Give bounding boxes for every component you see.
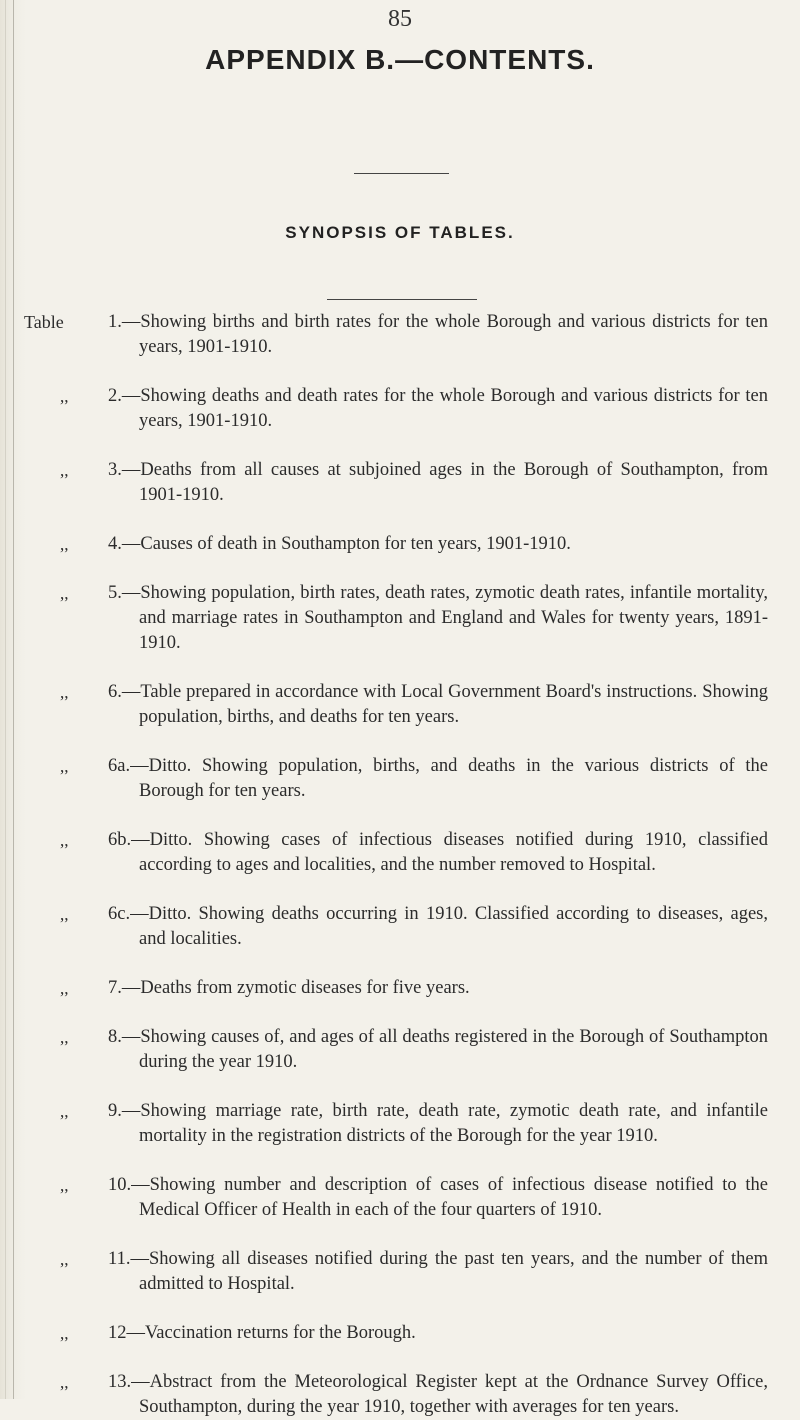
list-item bbox=[0, 1247, 800, 1297]
list-item bbox=[0, 310, 800, 360]
list-item bbox=[0, 1370, 800, 1420]
entry-description: 3.—Deaths from all causes at subjoined ages in the Borough of Southampton, from 1901-1910. bbox=[108, 460, 768, 505]
entry-description: 10.—Showing number and description of cases of infectious disease notified to the Medical Officer of Health in each of the four quarters of 1910. bbox=[108, 1175, 768, 1220]
entry-description: 8.—Showing causes of, and ages of all deaths registered in the Borough of Southampton during the year 1910. bbox=[108, 1027, 768, 1072]
table-contents-list bbox=[0, 310, 800, 1420]
list-item bbox=[0, 680, 800, 730]
entry-prefix: ,, bbox=[60, 461, 69, 480]
list-item bbox=[0, 828, 800, 878]
list-item bbox=[0, 754, 800, 804]
entry-description: 7.—Deaths from zymotic diseases for five years. bbox=[108, 978, 470, 998]
entry-description: 2.—Showing deaths and death rates for the whole Borough and various districts for ten years, 1901-1910. bbox=[108, 386, 768, 431]
entry-prefix: ,, bbox=[60, 1102, 69, 1121]
entry-prefix: ,, bbox=[60, 1373, 69, 1392]
entry-description: 5.—Showing population, birth rates, death rates, zymotic death rates, infantile mortality, and marriage rates in Southampton and England and Wales for twenty years, 1891-1910. bbox=[108, 583, 768, 653]
entry-prefix: Table bbox=[24, 312, 64, 332]
page-number: 85 bbox=[388, 6, 412, 32]
entry-description: 6b.—Ditto. Showing cases of infectious diseases notified during 1910, classified according to ages and localities, and the number removed to Hospital. bbox=[108, 830, 768, 875]
entry-prefix: ,, bbox=[60, 979, 69, 998]
entry-prefix: ,, bbox=[60, 387, 69, 406]
list-item bbox=[0, 1025, 800, 1075]
entry-description: 6.—Table prepared in accordance with Local Government Board's instructions. Showing population, births, and deaths for ten years. bbox=[108, 682, 768, 727]
entry-prefix: ,, bbox=[60, 905, 69, 924]
entry-prefix: ,, bbox=[60, 683, 69, 702]
entry-description: 6c.—Ditto. Showing deaths occurring in 1910. Classified according to diseases, ages, and localities. bbox=[108, 904, 768, 949]
divider-rule bbox=[354, 173, 449, 174]
list-item bbox=[0, 976, 800, 1001]
list-item bbox=[0, 384, 800, 434]
entry-prefix: ,, bbox=[60, 1250, 69, 1269]
list-item bbox=[0, 1099, 800, 1149]
entry-prefix: ,, bbox=[60, 1324, 69, 1343]
list-item bbox=[0, 581, 800, 656]
entry-description: 9.—Showing marriage rate, birth rate, death rate, zymotic death rate, and infantile mortality in the registration districts of the Borough for the year 1910. bbox=[108, 1101, 768, 1146]
entry-prefix: ,, bbox=[60, 535, 69, 554]
entry-prefix: ,, bbox=[60, 1176, 69, 1195]
list-item bbox=[0, 458, 800, 508]
entry-description: 13.—Abstract from the Meteorological Register kept at the Ordnance Survey Office, Southampton, during the year 1910, together with averages for ten years. bbox=[108, 1372, 768, 1417]
section-subtitle: SYNOPSIS OF TABLES. bbox=[285, 223, 515, 242]
entry-description: 11.—Showing all diseases notified during the past ten years, and the number of them admitted to Hospital. bbox=[108, 1249, 768, 1294]
list-item bbox=[0, 1321, 800, 1346]
entry-prefix: ,, bbox=[60, 584, 69, 603]
list-item bbox=[0, 532, 800, 557]
page-title: APPENDIX B.—CONTENTS. bbox=[205, 44, 595, 75]
entry-prefix: ,, bbox=[60, 757, 69, 776]
entry-description: 6a.—Ditto. Showing population, births, and deaths in the various districts of the Borough for ten years. bbox=[108, 756, 768, 801]
divider-rule bbox=[327, 299, 477, 300]
entry-prefix: ,, bbox=[60, 831, 69, 850]
entry-description: 12—Vaccination returns for the Borough. bbox=[108, 1323, 416, 1343]
entry-prefix: ,, bbox=[60, 1028, 69, 1047]
entry-description: 4.—Causes of death in Southampton for ten years, 1901-1910. bbox=[108, 534, 571, 554]
list-item bbox=[0, 902, 800, 952]
list-item bbox=[0, 1173, 800, 1223]
entry-description: 1.—Showing births and birth rates for the whole Borough and various districts for ten years, 1901-1910. bbox=[108, 312, 768, 357]
